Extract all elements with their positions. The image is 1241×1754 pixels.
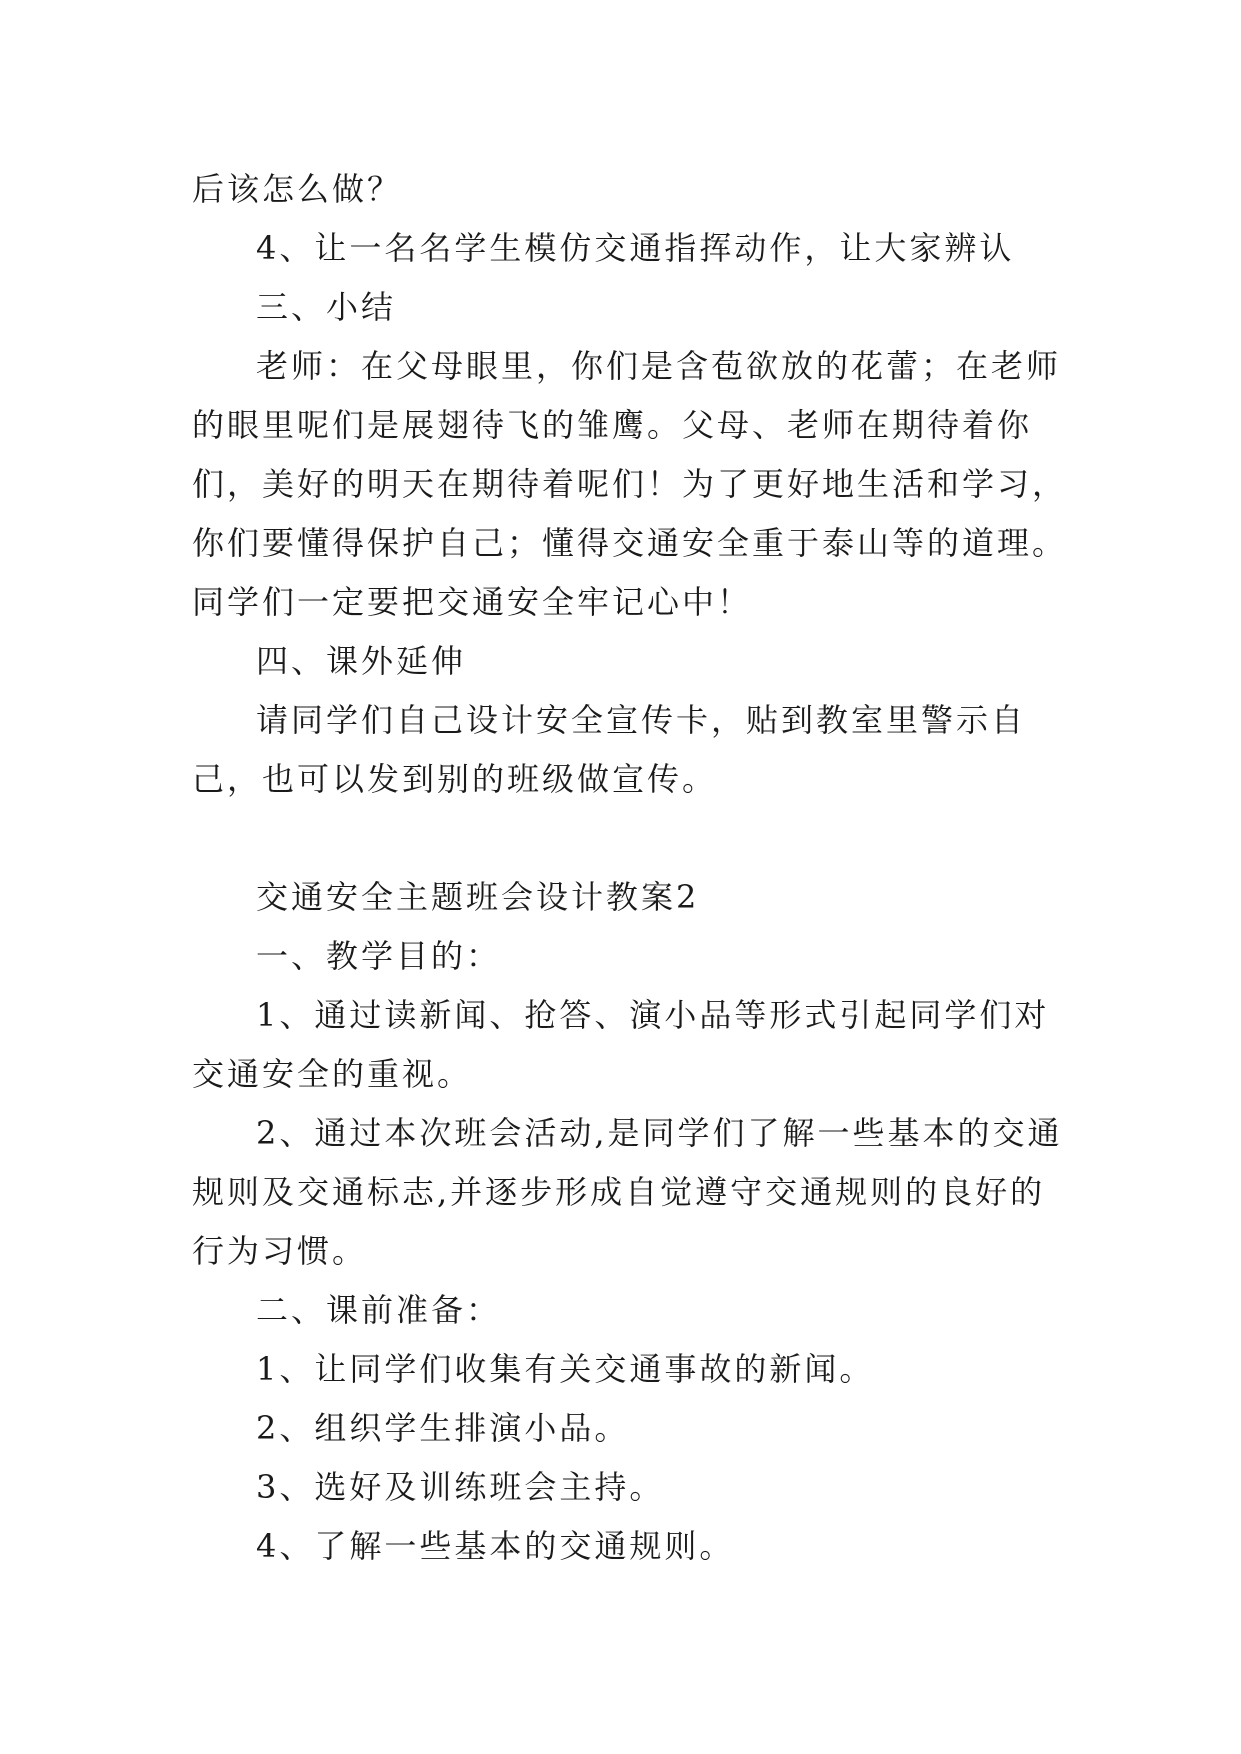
paragraph-prep-4: 4、了解一些基本的交通规则。	[256, 1527, 735, 1565]
heading-summary: 三、小结	[256, 288, 397, 326]
paragraph-objective-2: 2、通过本次班会活动,是同学们了解一些基本的交通规则及交通标志,并逐步形成自觉遵守交通规则的良好的行为习惯。	[192, 1114, 1063, 1270]
heading-preparation: 二、课前准备：	[256, 1291, 502, 1329]
paragraph-extension: 请同学们自己设计安全宣传卡，贴到教室里警示自己，也可以发到别的班级做宣传。	[192, 701, 1027, 798]
paragraph-prep-1: 1、让同学们收集有关交通事故的新闻。	[256, 1350, 875, 1388]
heading-objectives: 一、教学目的：	[256, 937, 502, 975]
paragraph-step-4: 4、让一名名学生模仿交通指挥动作，让大家辨认	[256, 229, 1015, 267]
paragraph-continuation: 后该怎么做？	[192, 170, 403, 208]
section-title: 交通安全主题班会设计教案2	[256, 878, 700, 916]
paragraph-teacher-summary: 老师：在父母眼里，你们是含苞欲放的花蕾；在老师的眼里呢们是展翅待飞的雏鹰。父母、老师在期待着你们，美好的明天在期待着呢们！为了更好地生活和学习，你们要懂得保护自己；懂得交通安全重于泰山等的道理。同学们一定要把交通安全牢记心中！	[192, 347, 1068, 621]
paragraph-prep-3: 3、选好及训练班会主持。	[256, 1468, 665, 1506]
document-body	[192, 160, 1072, 1576]
paragraph-prep-2: 2、组织学生排演小品。	[256, 1409, 630, 1447]
section-gap	[192, 809, 1072, 868]
paragraph-objective-1: 1、通过读新闻、抢答、演小品等形式引起同学们对交通安全的重视。	[192, 996, 1050, 1093]
heading-extension: 四、课外延伸	[256, 642, 467, 680]
